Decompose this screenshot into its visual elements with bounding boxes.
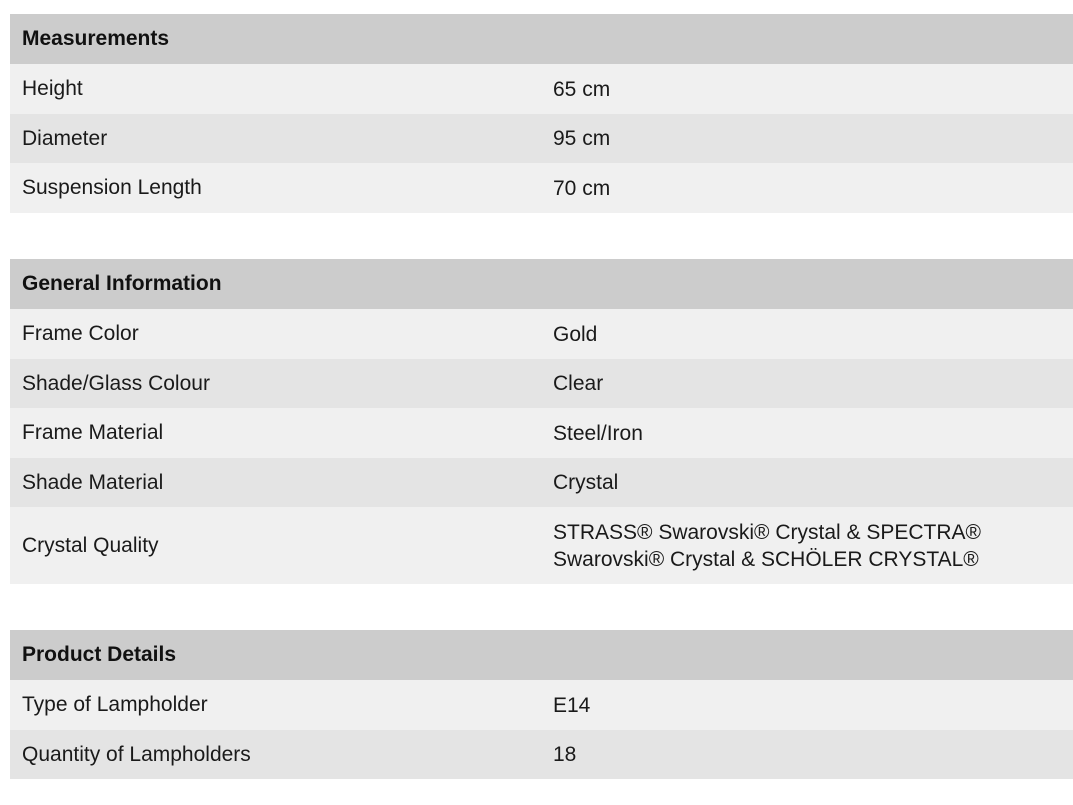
row-value: 18 [553, 743, 577, 766]
row-value: 95 cm [553, 127, 611, 150]
row-label: Quantity of Lampholders [22, 742, 251, 766]
table-row [10, 408, 1073, 458]
row-value: 70 cm [553, 176, 611, 200]
row-label: Diameter [22, 126, 108, 150]
table-row [10, 114, 1073, 163]
row-value: Steel/Iron [553, 421, 643, 445]
row-label: Frame Material [22, 421, 164, 444]
table-row [10, 458, 1073, 507]
row-label: Suspension Length [22, 176, 202, 199]
row-label: Height [22, 77, 83, 100]
row-value: 65 cm [553, 77, 611, 101]
table-row [10, 680, 1073, 730]
table-row [10, 730, 1073, 779]
table-row [10, 163, 1073, 213]
row-label: Shade/Glass Colour [22, 371, 210, 395]
product-details-table [10, 630, 1073, 779]
row-value-line: STRASS® Swarovski® Crystal & SPECTRA® [553, 520, 981, 544]
measurements-table [10, 14, 1073, 213]
row-label: Type of Lampholder [22, 693, 208, 716]
row-value: Crystal [553, 471, 619, 494]
row-value: Gold [553, 322, 598, 346]
section-header-product-details: Product Details [10, 630, 1073, 680]
section-header-general-information: General Information [10, 259, 1073, 309]
row-label: Frame Color [22, 322, 139, 345]
table-row [10, 359, 1073, 408]
row-label: Crystal Quality [22, 533, 159, 557]
general-information-table [10, 259, 1073, 584]
table-row [10, 64, 1073, 114]
row-value: E14 [553, 693, 591, 717]
table-row [10, 309, 1073, 359]
row-label: Shade Material [22, 470, 164, 494]
row-value: Clear [553, 372, 604, 395]
section-header-measurements: Measurements [10, 14, 1073, 64]
row-value-line: Swarovski® Crystal & SCHÖLER CRYSTAL® [553, 547, 979, 571]
row-value [541, 519, 1073, 573]
table-row [10, 507, 1073, 584]
